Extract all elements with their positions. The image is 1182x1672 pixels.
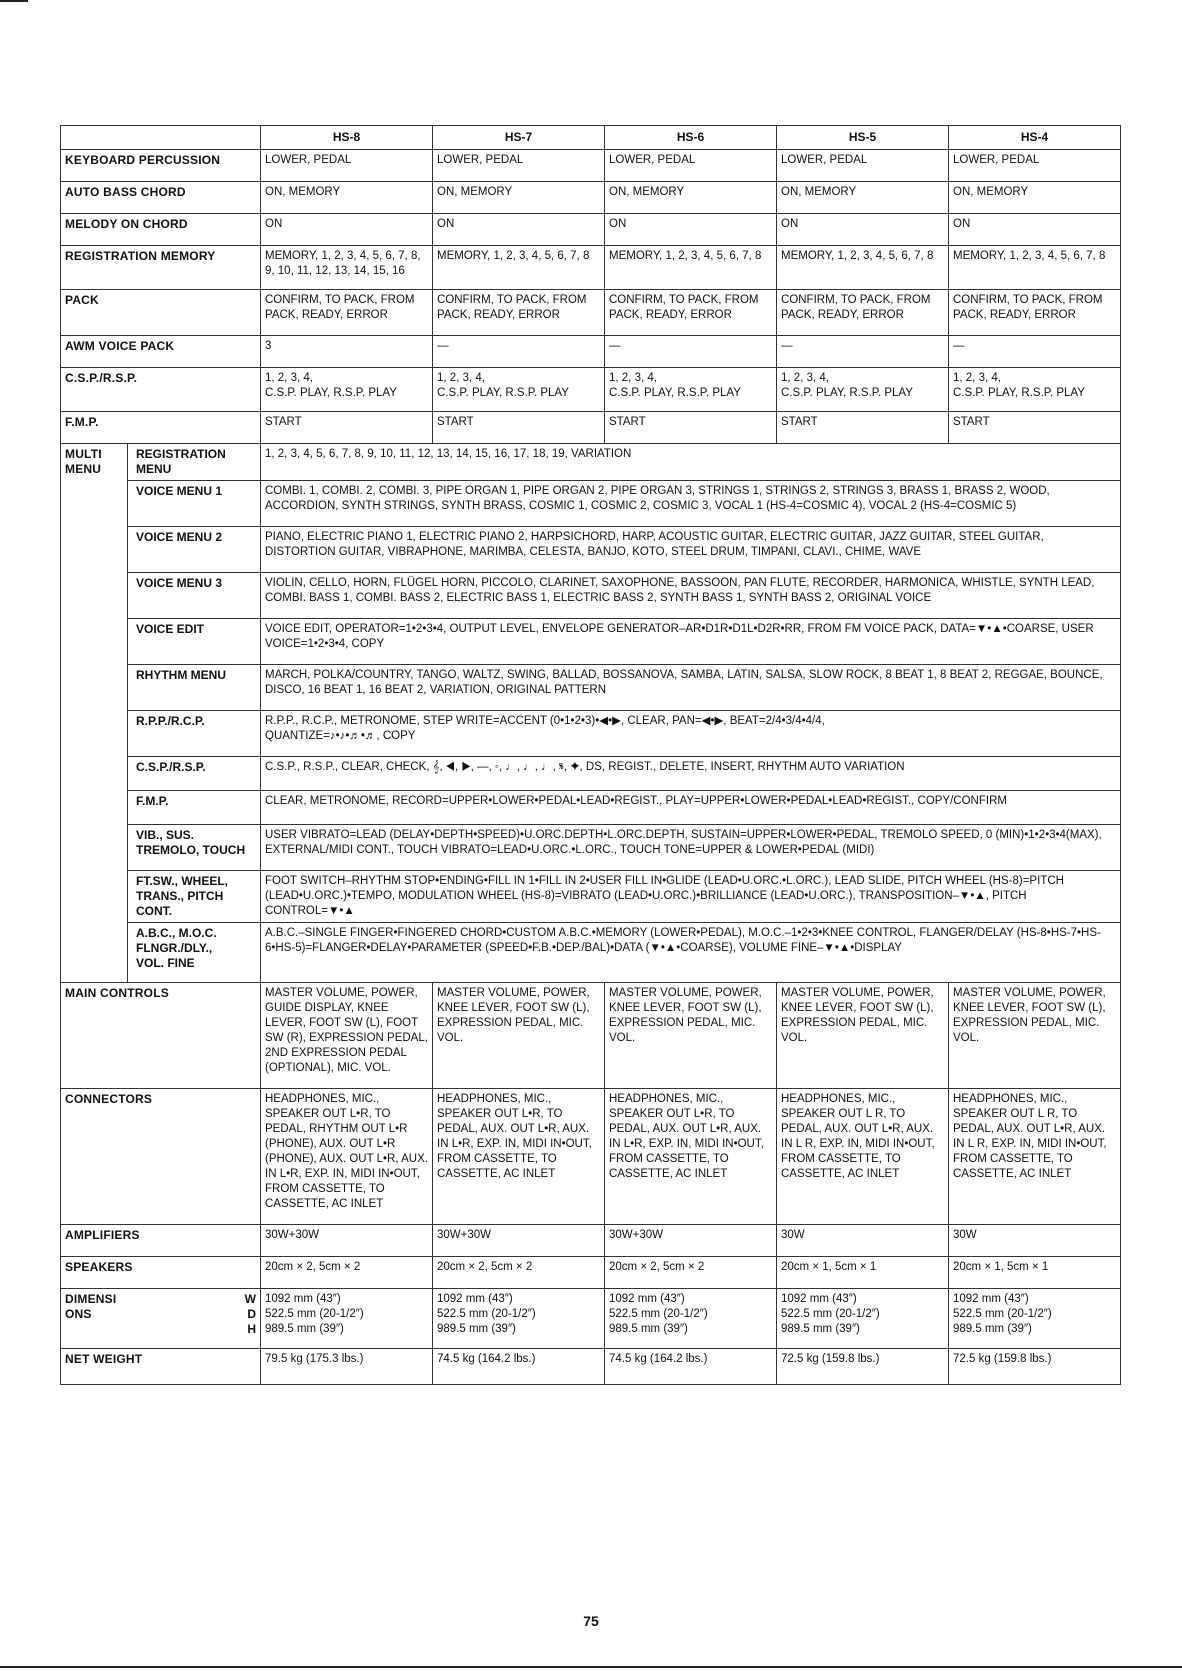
row-auto-bass-chord bbox=[61, 182, 1121, 214]
row-multi-vib-sus bbox=[61, 825, 1121, 871]
cell-value: ON bbox=[949, 214, 1121, 246]
row-label: MELODY ON CHORD bbox=[61, 214, 261, 246]
spec-table bbox=[60, 125, 1121, 1385]
cell-value: 20cm × 1, 5cm × 1 bbox=[777, 1257, 949, 1289]
cell-value: 20cm × 2, 5cm × 2 bbox=[605, 1257, 777, 1289]
row-sublabel: VOICE MENU 2 bbox=[128, 527, 261, 573]
cell-value: LOWER, PEDAL bbox=[949, 150, 1121, 182]
cell-value: — bbox=[433, 336, 605, 368]
column-header: HS-5 bbox=[777, 126, 949, 150]
cell-value: MEMORY, 1, 2, 3, 4, 5, 6, 7, 8 bbox=[949, 246, 1121, 290]
cell-value: 74.5 kg (164.2 lbs.) bbox=[605, 1349, 777, 1385]
cell-value: MEMORY, 1, 2, 3, 4, 5, 6, 7, 8 bbox=[605, 246, 777, 290]
row-label: MAIN CONTROLS bbox=[61, 983, 261, 1089]
row-label: PACK bbox=[61, 290, 261, 336]
row-label: C.S.P./R.S.P. bbox=[61, 368, 261, 412]
cell-value: MASTER VOLUME, POWER, GUIDE DISPLAY, KNEE LEVER, FOOT SW (L), FOOT SW (R), EXPRESSION PEDAL, 2ND EXPRESSION PEDAL (OPTIONAL), MIC. VOL. bbox=[261, 983, 433, 1089]
cell-value: 30W+30W bbox=[605, 1225, 777, 1257]
row-multi-voice-menu-1 bbox=[61, 481, 1121, 527]
cell-value: 1, 2, 3, 4, C.S.P. PLAY, R.S.P. PLAY bbox=[433, 368, 605, 412]
cell-value: START bbox=[949, 412, 1121, 444]
cell-value: START bbox=[777, 412, 949, 444]
cell-value: MASTER VOLUME, POWER, KNEE LEVER, FOOT SW (L), EXPRESSION PEDAL, MIC. VOL. bbox=[433, 983, 605, 1089]
corner-mark bbox=[0, 0, 28, 2]
row-multi-voice-menu-2 bbox=[61, 527, 1121, 573]
row-multi-voice-edit bbox=[61, 619, 1121, 665]
row-amplifiers bbox=[61, 1225, 1121, 1257]
cell-value: 1092 mm (43″) 522.5 mm (20-1/2″) 989.5 mm (39″) bbox=[433, 1289, 605, 1349]
cell-value: MARCH, POLKA/COUNTRY, TANGO, WALTZ, SWING, BALLAD, BOSSANOVA, SAMBA, LATIN, SALSA, SLOW ROCK, 8 BEAT 1, 8 BEAT 2, REGGAE, BOUNCE, DISCO, 16 BEAT 1, 16 BEAT 2, VARIATION, ORIGINAL PATTERN bbox=[261, 665, 1121, 711]
cell-value: A.B.C.–SINGLE FINGER•FINGERED CHORD•CUSTOM A.B.C.•MEMORY (LOWER•PEDAL), M.O.C.–1•2•3•KNEE CONTROL, FLANGER/DELAY (HS-8•HS-7•HS-6•HS-5)=FLANGER•DELAY•PARAMETER (SPEED•F.B.•DEP./BAL)•DATA (▼•▲•COARSE), VOLUME FINE–▼•▲•DISPLAY bbox=[261, 923, 1121, 983]
row-multi-fmp bbox=[61, 791, 1121, 825]
row-sublabel: VOICE MENU 1 bbox=[128, 481, 261, 527]
row-multi-voice-menu-3 bbox=[61, 573, 1121, 619]
cell-value: LOWER, PEDAL bbox=[261, 150, 433, 182]
row-label: SPEAKERS bbox=[61, 1257, 261, 1289]
row-label: AMPLIFIERS bbox=[61, 1225, 261, 1257]
cell-value: CONFIRM, TO PACK, FROM PACK, READY, ERROR bbox=[261, 290, 433, 336]
cell-value: 20cm × 2, 5cm × 2 bbox=[433, 1257, 605, 1289]
row-keyboard-percussion bbox=[61, 150, 1121, 182]
cell-value: MASTER VOLUME, POWER, KNEE LEVER, FOOT SW (L), EXPRESSION PEDAL, MIC. VOL. bbox=[777, 983, 949, 1089]
row-label: REGISTRATION MEMORY bbox=[61, 246, 261, 290]
row-fmp bbox=[61, 412, 1121, 444]
cell-value: PIANO, ELECTRIC PIANO 1, ELECTRIC PIANO 2, HARPSICHORD, HARP, ACOUSTIC GUITAR, ELECTRIC GUITAR, JAZZ GUITAR, STEEL GUITAR, DISTORTION GUITAR, VIBRAPHONE, MARIMBA, CELESTA, BANJO, KOTO, STEEL DRUM, TIMPANI, CLAVI., CHIME, WAVE bbox=[261, 527, 1121, 573]
cell-value: — bbox=[949, 336, 1121, 368]
cell-value: 1, 2, 3, 4, C.S.P. PLAY, R.S.P. PLAY bbox=[261, 368, 433, 412]
cell-value: LOWER, PEDAL bbox=[433, 150, 605, 182]
row-multi-ftsw-wheel bbox=[61, 871, 1121, 923]
cell-value: LOWER, PEDAL bbox=[605, 150, 777, 182]
header-blank-cell bbox=[61, 126, 261, 150]
row-sublabel: VIB., SUS. TREMOLO, TOUCH bbox=[128, 825, 261, 871]
row-pack bbox=[61, 290, 1121, 336]
cell-value: VIOLIN, CELLO, HORN, FLÜGEL HORN, PICCOLO, CLARINET, SAXOPHONE, BASSOON, PAN FLUTE, RECORDER, HARMONICA, WHISTLE, SYNTH LEAD, COMBI. BASS 1, COMBI. BASS 2, ELECTRIC BASS 1, ELECTRIC BASS 2, SYNTH BASS 1, SYNTH BASS 2, ORIGINAL VOICE bbox=[261, 573, 1121, 619]
row-multi-csp-rsp bbox=[61, 757, 1121, 791]
cell-value: ON, MEMORY bbox=[605, 182, 777, 214]
cell-value: HEADPHONES, MIC., SPEAKER OUT L R, TO PEDAL, AUX. OUT L•R, AUX. IN L R, EXP. IN, MIDI IN•OUT, FROM CASSETTE, TO CASSETTE, AC INLET bbox=[949, 1089, 1121, 1225]
cell-value: MEMORY, 1, 2, 3, 4, 5, 6, 7, 8 bbox=[433, 246, 605, 290]
cell-value: START bbox=[261, 412, 433, 444]
row-sublabel: C.S.P./R.S.P. bbox=[128, 757, 261, 791]
row-multi-registration-menu bbox=[61, 444, 1121, 481]
cell-value: VOICE EDIT, OPERATOR=1•2•3•4, OUTPUT LEVEL, ENVELOPE GENERATOR–AR•D1R•D1L•D2R•RR, FROM FM VOICE PACK, DATA=▼•▲•COARSE, USER VOICE=1•2•3•4, COPY bbox=[261, 619, 1121, 665]
dimension-axes: W D H bbox=[128, 1289, 261, 1349]
row-label: AWM VOICE PACK bbox=[61, 336, 261, 368]
cell-value: 30W bbox=[777, 1225, 949, 1257]
cell-value: 20cm × 1, 5cm × 1 bbox=[949, 1257, 1121, 1289]
cell-value: ON bbox=[605, 214, 777, 246]
cell-value: 1, 2, 3, 4, 5, 6, 7, 8, 9, 10, 11, 12, 13, 14, 15, 16, 17, 18, 19, VARIATION bbox=[261, 444, 1121, 481]
cell-value: ON, MEMORY bbox=[949, 182, 1121, 214]
cell-value: 1, 2, 3, 4, C.S.P. PLAY, R.S.P. PLAY bbox=[949, 368, 1121, 412]
cell-value: 1092 mm (43″) 522.5 mm (20-1/2″) 989.5 mm (39″) bbox=[777, 1289, 949, 1349]
cell-value: ON bbox=[261, 214, 433, 246]
column-header: HS-6 bbox=[605, 126, 777, 150]
row-label: KEYBOARD PERCUSSION bbox=[61, 150, 261, 182]
cell-value: MEMORY, 1, 2, 3, 4, 5, 6, 7, 8 bbox=[777, 246, 949, 290]
row-label: DIMENSIONS bbox=[61, 1289, 128, 1349]
cell-value: USER VIBRATO=LEAD (DELAY•DEPTH•SPEED)•U.ORC.DEPTH•L.ORC.DEPTH, SUSTAIN=UPPER•LOWER•PEDAL, TREMOLO SPEED, 0 (MIN)•1•2•3•4(MAX), EXTERNAL/MIDI CONT., TOUCH VIBRATO=LEAD•U.ORC.•L.ORC., TOUCH TONE=UPPER & LOWER•PEDAL (MIDI) bbox=[261, 825, 1121, 871]
cell-value: MASTER VOLUME, POWER, KNEE LEVER, FOOT SW (L), EXPRESSION PEDAL, MIC. VOL. bbox=[949, 983, 1121, 1089]
column-header: HS-7 bbox=[433, 126, 605, 150]
row-label: NET WEIGHT bbox=[61, 1349, 261, 1385]
cell-value: ON bbox=[433, 214, 605, 246]
cell-value: — bbox=[605, 336, 777, 368]
row-label: F.M.P. bbox=[61, 412, 261, 444]
cell-value: CONFIRM, TO PACK, FROM PACK, READY, ERROR bbox=[949, 290, 1121, 336]
cell-value: — bbox=[777, 336, 949, 368]
cell-value: FOOT SWITCH–RHYTHM STOP•ENDING•FILL IN 1•FILL IN 2•USER FILL IN•GLIDE (LEAD•U.ORC.•L.ORC.), LEAD SLIDE, PITCH WHEEL (HS-8)=PITCH (LEAD•U.ORC.)•TEMPO, MODULATION WHEEL (HS-8)=VIBRATO (LEAD•U.ORC.)•BRILLIANCE (LEAD•U.ORC.), TRANSPOSITION–▼•▲, PITCH CONTROL=▼•▲ bbox=[261, 871, 1121, 923]
cell-value: 1092 mm (43″) 522.5 mm (20-1/2″) 989.5 mm (39″) bbox=[949, 1289, 1121, 1349]
cell-value: LOWER, PEDAL bbox=[777, 150, 949, 182]
cell-value: MEMORY, 1, 2, 3, 4, 5, 6, 7, 8, 9, 10, 11, 12, 13, 14, 15, 16 bbox=[261, 246, 433, 290]
bottom-rule bbox=[0, 1666, 1182, 1668]
cell-value: 72.5 kg (159.8 lbs.) bbox=[949, 1349, 1121, 1385]
cell-value: 79.5 kg (175.3 lbs.) bbox=[261, 1349, 433, 1385]
row-multi-rpp-rcp bbox=[61, 711, 1121, 757]
cell-value: COMBI. 1, COMBI. 2, COMBI. 3, PIPE ORGAN 1, PIPE ORGAN 2, PIPE ORGAN 3, STRINGS 1, STRINGS 2, STRINGS 3, BRASS 1, BRASS 2, WOOD, ACCORDION, SYNTH STRINGS, SYNTH BRASS, COSMIC 1, COSMIC 2, COSMIC 3, VOCAL 1 (HS-4=COSMIC 4), VOCAL 2 (HS-4=COSMIC 5) bbox=[261, 481, 1121, 527]
row-label: AUTO BASS CHORD bbox=[61, 182, 261, 214]
row-sublabel: FT.SW., WHEEL, TRANS., PITCH CONT. bbox=[128, 871, 261, 923]
row-multi-abc-moc bbox=[61, 923, 1121, 983]
cell-value: ON bbox=[777, 214, 949, 246]
cell-value: HEADPHONES, MIC., SPEAKER OUT L•R, TO PEDAL, AUX. OUT L•R, AUX. IN L•R, EXP. IN, MIDI IN•OUT, FROM CASSETTE, TO CASSETTE, AC INLET bbox=[433, 1089, 605, 1225]
multi-menu-label: MULTI MENU bbox=[61, 444, 128, 983]
cell-value: 1, 2, 3, 4, C.S.P. PLAY, R.S.P. PLAY bbox=[605, 368, 777, 412]
row-label: CONNECTORS bbox=[61, 1089, 261, 1225]
cell-value: 30W+30W bbox=[433, 1225, 605, 1257]
row-main-controls bbox=[61, 983, 1121, 1089]
row-net-weight bbox=[61, 1349, 1121, 1385]
row-sublabel: A.B.C., M.O.C. FLNGR./DLY., VOL. FINE bbox=[128, 923, 261, 983]
cell-value: 20cm × 2, 5cm × 2 bbox=[261, 1257, 433, 1289]
page-number: 75 bbox=[583, 1613, 599, 1629]
row-awm-voice-pack bbox=[61, 336, 1121, 368]
cell-value: ON, MEMORY bbox=[433, 182, 605, 214]
cell-value: 1092 mm (43″) 522.5 mm (20-1/2″) 989.5 mm (39″) bbox=[261, 1289, 433, 1349]
cell-value: 30W bbox=[949, 1225, 1121, 1257]
cell-value: R.P.P., R.C.P., METRONOME, STEP WRITE=ACCENT (0•1•2•3)•◀•▶, CLEAR, PAN=◀•▶, BEAT=2/4•3/4•4/4, QUANTIZE=♪•♪•♬•♬, COPY bbox=[261, 711, 1121, 757]
cell-value: START bbox=[433, 412, 605, 444]
cell-value: 72.5 kg (159.8 lbs.) bbox=[777, 1349, 949, 1385]
cell-value: 1, 2, 3, 4, C.S.P. PLAY, R.S.P. PLAY bbox=[777, 368, 949, 412]
column-header: HS-8 bbox=[261, 126, 433, 150]
cell-value: HEADPHONES, MIC., SPEAKER OUT L•R, TO PEDAL, AUX. OUT L•R, AUX. IN L•R, EXP. IN, MIDI IN•OUT, FROM CASSETTE, TO CASSETTE, AC INLET bbox=[605, 1089, 777, 1225]
cell-value: CONFIRM, TO PACK, FROM PACK, READY, ERROR bbox=[605, 290, 777, 336]
cell-value: CLEAR, METRONOME, RECORD=UPPER•LOWER•PEDAL•LEAD•REGIST., PLAY=UPPER•LOWER•PEDAL•LEAD•REGIST., COPY/CONFIRM bbox=[261, 791, 1121, 825]
row-multi-rhythm-menu bbox=[61, 665, 1121, 711]
cell-value: START bbox=[605, 412, 777, 444]
cell-value: ON, MEMORY bbox=[777, 182, 949, 214]
cell-value: HEADPHONES, MIC., SPEAKER OUT L R, TO PEDAL, AUX. OUT L•R, AUX. IN L R, EXP. IN, MIDI IN•OUT, FROM CASSETTE, TO CASSETTE, AC INLET bbox=[777, 1089, 949, 1225]
cell-value: CONFIRM, TO PACK, FROM PACK, READY, ERROR bbox=[777, 290, 949, 336]
row-csp-rsp bbox=[61, 368, 1121, 412]
cell-value: MASTER VOLUME, POWER, KNEE LEVER, FOOT SW (L), EXPRESSION PEDAL, MIC. VOL. bbox=[605, 983, 777, 1089]
cell-value: ON, MEMORY bbox=[261, 182, 433, 214]
cell-value: 1092 mm (43″) 522.5 mm (20-1/2″) 989.5 mm (39″) bbox=[605, 1289, 777, 1349]
cell-value: HEADPHONES, MIC., SPEAKER OUT L•R, TO PEDAL, RHYTHM OUT L•R (PHONE), AUX. OUT L•R (PHONE), AUX. OUT L•R, AUX. IN L•R, EXP. IN, MIDI IN•OUT, FROM CASSETTE, TO CASSETTE, AC INLET bbox=[261, 1089, 433, 1225]
row-sublabel: RHYTHM MENU bbox=[128, 665, 261, 711]
row-sublabel: VOICE MENU 3 bbox=[128, 573, 261, 619]
row-dimensions bbox=[61, 1289, 1121, 1349]
row-speakers bbox=[61, 1257, 1121, 1289]
cell-value: 3 bbox=[261, 336, 433, 368]
row-melody-on-chord bbox=[61, 214, 1121, 246]
row-registration-memory bbox=[61, 246, 1121, 290]
row-sublabel: REGISTRATION MENU bbox=[128, 444, 261, 481]
header-row bbox=[61, 126, 1121, 150]
column-header: HS-4 bbox=[949, 126, 1121, 150]
cell-value: CONFIRM, TO PACK, FROM PACK, READY, ERROR bbox=[433, 290, 605, 336]
cell-value: 30W+30W bbox=[261, 1225, 433, 1257]
row-sublabel: R.P.P./R.C.P. bbox=[128, 711, 261, 757]
row-sublabel: F.M.P. bbox=[128, 791, 261, 825]
row-connectors bbox=[61, 1089, 1121, 1225]
cell-value: 74.5 kg (164.2 lbs.) bbox=[433, 1349, 605, 1385]
row-sublabel: VOICE EDIT bbox=[128, 619, 261, 665]
cell-value: C.S.P., R.S.P., CLEAR, CHECK, 𝄞, ◀, ▶, —, ◦, ♩, ♩, ♩, 𝄋, ✦, DS, REGIST., DELETE, INSERT, RHYTHM AUTO VARIATION bbox=[261, 757, 1121, 791]
